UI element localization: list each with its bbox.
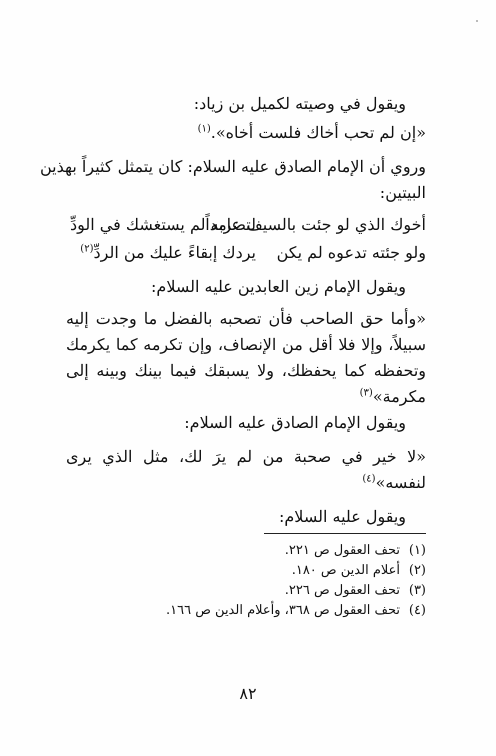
footnote-2 bbox=[292, 562, 426, 580]
quote-companion-end: مكرمة» bbox=[372, 387, 426, 406]
footnote-1-number: (١) bbox=[408, 543, 426, 558]
quote-companion-line-2: سبيلاً، وإلا فلا أقل من الإنصاف، وإن تكرمه كما يكرمك bbox=[66, 335, 426, 354]
paragraph-intro-sadiq: ويقول الإمام الصادق عليه السلام: bbox=[184, 413, 406, 432]
footnote-divider bbox=[264, 533, 426, 534]
paragraph-intro-kumayl: ويقول في وصيته لكميل بن زياد: bbox=[193, 94, 406, 113]
verse-2-first-hemistich: ولو جئته تدعوه لم يكن bbox=[276, 243, 426, 262]
footnote-4-text: تحف العقول ص ٣٦٨، وأعلام الدين ص ١٦٦. bbox=[165, 603, 400, 618]
paragraph-sadiq-verses: وروي أن الإمام الصادق عليه السلام: كان يتمثل كثيراً بهذين bbox=[39, 157, 426, 176]
footnote-1-text: تحف العقول ص ٢٢١. bbox=[284, 543, 400, 558]
quote-no-good-end: لنفسه» bbox=[375, 473, 426, 492]
footnote-ref-1: (١) bbox=[197, 123, 211, 135]
page-number: ٨٢ bbox=[239, 684, 257, 703]
paragraph-intro-final: ويقول عليه السلام: bbox=[278, 507, 406, 526]
footnote-3 bbox=[285, 582, 426, 600]
footnote-2-number: (٢) bbox=[408, 563, 426, 578]
verse-2-second-hemistich bbox=[66, 240, 256, 266]
quote-brother-text: «إن لم تحب أخاك فلست أخاه». bbox=[210, 123, 426, 142]
footnote-ref-2: (٢) bbox=[80, 243, 94, 255]
footnote-3-text: تحف العقول ص ٢٢٦. bbox=[284, 583, 400, 598]
paragraph-sadiq-verses-cont: البيتين: bbox=[379, 183, 426, 202]
scan-speck bbox=[476, 20, 478, 22]
quote-companion-line-1: «وأما حق الصاحب فأن تصحبه بالفضل ما وجدت إليه bbox=[66, 309, 426, 328]
verse-1-first-hemistich: أخوك الذي لو جئت بالسيف عامداً bbox=[205, 215, 426, 234]
footnote-1 bbox=[285, 542, 426, 560]
footnote-3-number: (٣) bbox=[408, 583, 426, 598]
footnote-4 bbox=[166, 602, 426, 620]
verse-2-second-text: يردك إبقاءً عليك من الردِّ bbox=[93, 243, 256, 262]
quote-companion-line-4 bbox=[360, 384, 426, 410]
quote-no-good-line-2 bbox=[362, 470, 426, 496]
footnote-2-text: أعلام الدين ص ١٨٠. bbox=[291, 563, 400, 578]
footnote-ref-4: (٤) bbox=[362, 473, 376, 485]
quote-no-good-line-1: «لا خير في صحبة من لم يرَ لك، مثل الذي يرى bbox=[66, 447, 426, 466]
verse-1-second-hemistich: لتضربه لم يستغشك في الودِّ bbox=[69, 215, 256, 234]
quote-brother bbox=[198, 120, 426, 146]
quote-companion-line-3: وتحفظه كما يحفظك، ولا يسبقك فيما بينك وبينه إلى bbox=[66, 361, 426, 380]
footnote-ref-3: (٣) bbox=[359, 387, 373, 399]
footnote-4-number: (٤) bbox=[408, 603, 426, 618]
paragraph-intro-zayn: ويقول الإمام زين العابدين عليه السلام: bbox=[151, 277, 406, 296]
